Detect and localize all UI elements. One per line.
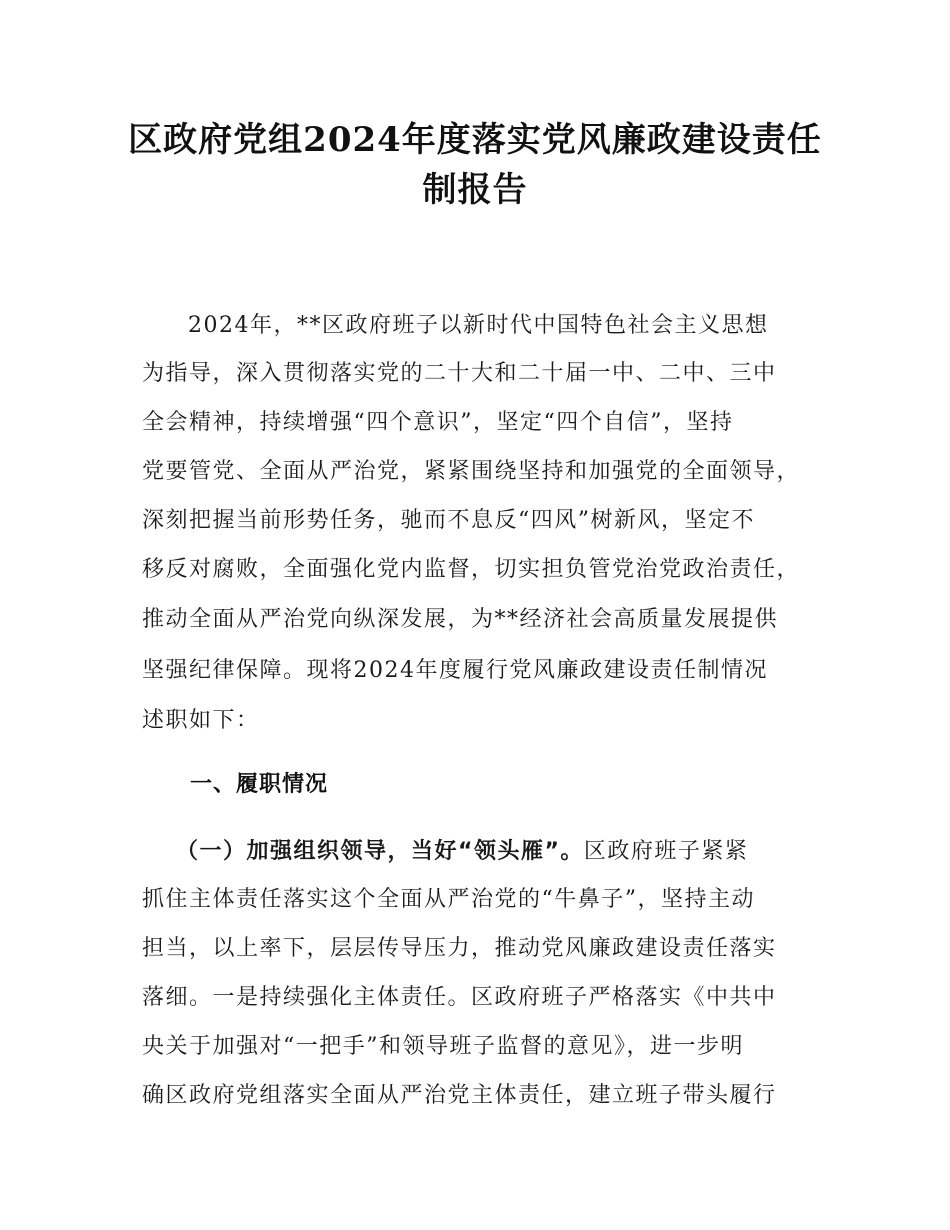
subsection-1-line-4: 落细。一是持续强化主体责任。区政府班子严格落实《中共中 xyxy=(142,985,777,1010)
subsection-1-line-3: 担当，以上率下，层层传导压力，推动党风廉政建设责任落实 xyxy=(142,936,777,961)
subsection-1-heading: （一）加强组织领导，当好“领头雁”。 xyxy=(176,839,584,864)
document-title-line-1: 区政府党组2024年度落实党风廉政建设责任 xyxy=(128,120,822,160)
subsection-1-line-5: 央关于加强对“一把手”和领导班子监督的意见》，进一步明 xyxy=(142,1034,744,1059)
subsection-1-first-text: 区政府班子紧紧 xyxy=(583,839,749,864)
document-title-line-2: 制报告 xyxy=(422,170,528,210)
subsection-1-line-2: 抓住主体责任落实这个全面从严治党的“牛鼻子”，坚持主动 xyxy=(142,887,755,912)
subsection-1-line-6: 确区政府党组落实全面从严治党主体责任，建立班子带头履行 xyxy=(142,1083,777,1108)
section-heading-1: 一、履职情况 xyxy=(190,772,329,797)
subsection-1-first-line xyxy=(176,837,748,867)
intro-line-6: 移反对腐败，全面强化党内监督，切实担负管党治党政治责任， xyxy=(142,557,801,582)
intro-line-5: 深刻把握当前形势任务，驰而不息反“四风”树新风，坚定不 xyxy=(142,508,755,533)
intro-line-7: 推动全面从严治党向纵深发展，为**经济社会高质量发展提供 xyxy=(142,607,779,632)
intro-line-1: 2024年，**区政府班子以新时代中国特色社会主义思想 xyxy=(188,313,769,338)
intro-line-9: 述职如下： xyxy=(142,708,260,733)
intro-line-3: 全会精神，持续增强“四个意识”，坚定“四个自信”，坚持 xyxy=(142,410,734,435)
intro-line-4: 党要管党、全面从严治党，紧紧围绕坚持和加强党的全面领导， xyxy=(142,459,801,484)
intro-line-8: 坚强纪律保障。现将2024年度履行党风廉政建设责任制情况 xyxy=(142,658,768,683)
intro-line-2: 为指导，深入贯彻落实党的二十大和二十届一中、二中、三中 xyxy=(142,361,777,386)
